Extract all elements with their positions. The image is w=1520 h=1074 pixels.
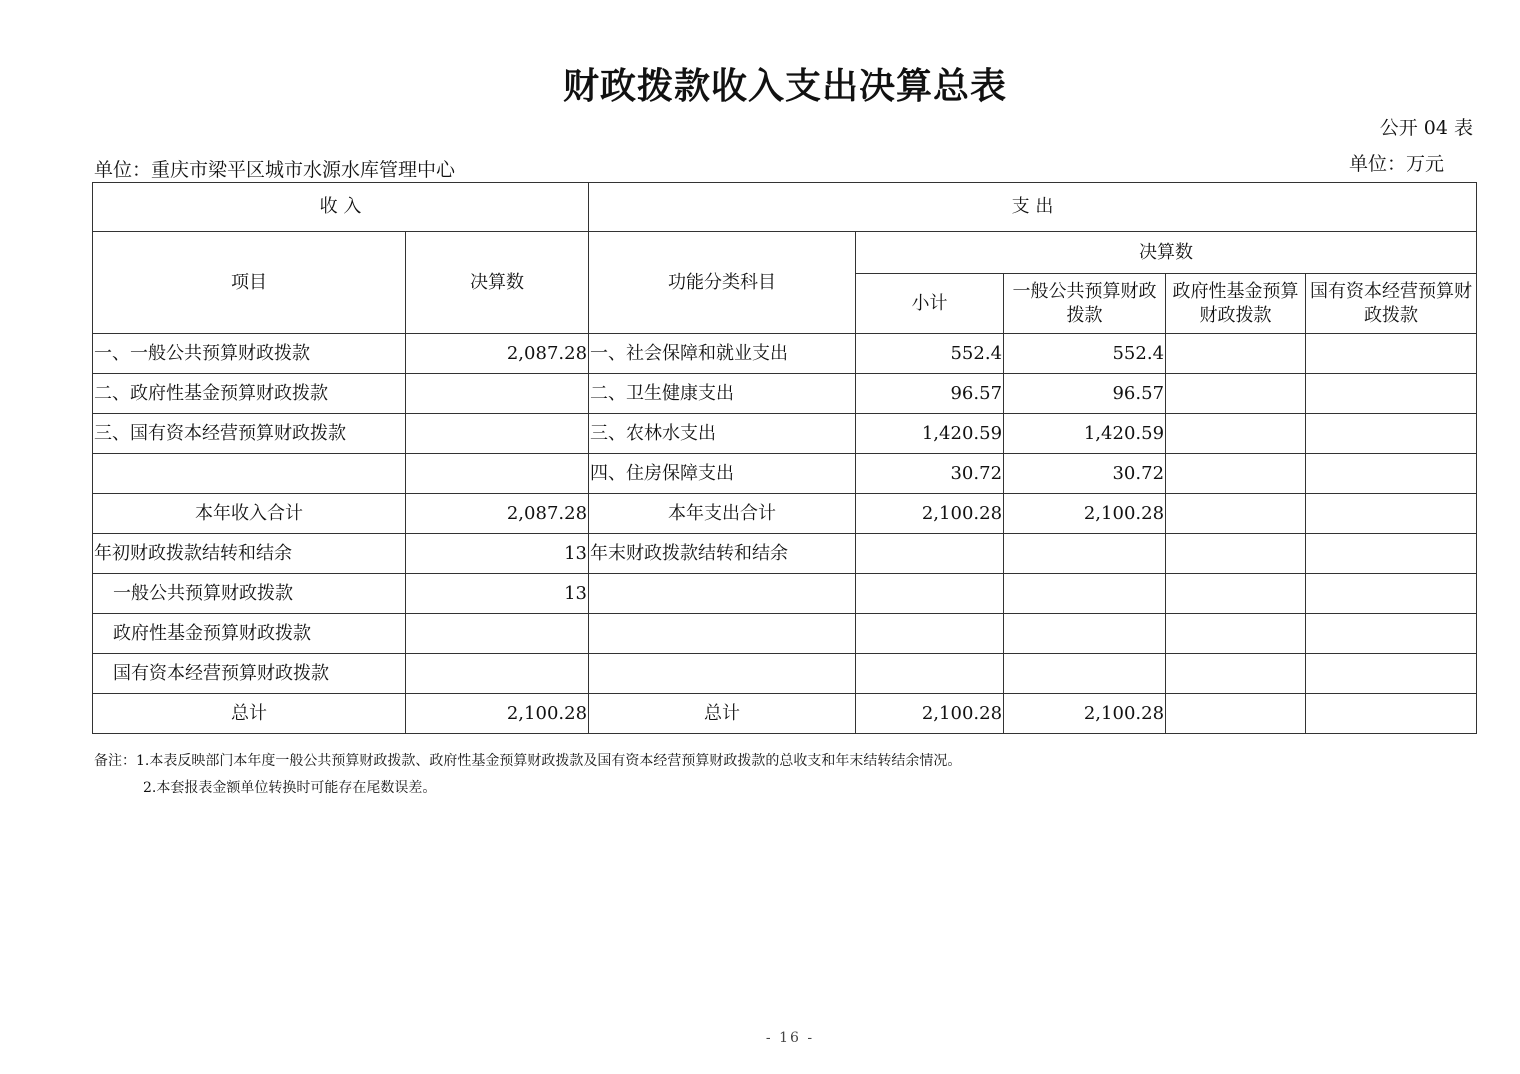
expense-general: 2,100.28 (1004, 694, 1166, 734)
income-amount (406, 414, 589, 454)
subtotal-header: 小计 (856, 274, 1004, 334)
expense-general: 552.4 (1004, 334, 1166, 374)
expense-subtotal (856, 614, 1004, 654)
expense-gov-fund (1166, 374, 1306, 414)
expense-gov-fund (1166, 414, 1306, 454)
income-item: 一、一般公共预算财政拨款 (93, 334, 406, 374)
expense-gov-fund (1166, 534, 1306, 574)
notes (94, 748, 961, 802)
final-amount-group-header: 决算数 (856, 232, 1477, 274)
table-row (93, 374, 1477, 414)
income-header: 收 入 (93, 183, 589, 232)
expense-state-capital (1306, 694, 1477, 734)
income-item: 一般公共预算财政拨款 (93, 574, 406, 614)
expense-gov-fund (1166, 614, 1306, 654)
expense-general: 96.57 (1004, 374, 1166, 414)
table-row (93, 534, 1477, 574)
expense-subtotal: 552.4 (856, 334, 1004, 374)
expense-state-capital (1306, 534, 1477, 574)
income-amount (406, 654, 589, 694)
expense-state-capital (1306, 614, 1477, 654)
expense-gov-fund (1166, 454, 1306, 494)
expense-item (589, 654, 856, 694)
expense-item: 年末财政拨款结转和结余 (589, 534, 856, 574)
expense-gov-fund (1166, 574, 1306, 614)
income-amount: 2,087.28 (406, 494, 589, 534)
expense-state-capital (1306, 374, 1477, 414)
page-number: - 16 - (765, 1030, 815, 1046)
income-item: 总计 (93, 694, 406, 734)
income-item: 三、国有资本经营预算财政拨款 (93, 414, 406, 454)
expense-general (1004, 534, 1166, 574)
income-amount: 13 (406, 534, 589, 574)
expense-state-capital (1306, 654, 1477, 694)
expense-gov-fund (1166, 334, 1306, 374)
expense-state-capital (1306, 334, 1477, 374)
table-row (93, 334, 1477, 374)
form-number: 公开 04 表 (1379, 117, 1473, 139)
expense-subtotal: 2,100.28 (856, 494, 1004, 534)
expense-item: 本年支出合计 (589, 494, 856, 534)
expense-general (1004, 654, 1166, 694)
income-amount: 13 (406, 574, 589, 614)
expense-general: 30.72 (1004, 454, 1166, 494)
income-amount (406, 374, 589, 414)
income-amount: 2,087.28 (406, 334, 589, 374)
expense-item: 三、农林水支出 (589, 414, 856, 454)
note-2: 2.本套报表金额单位转换时可能存在尾数误差。 (143, 780, 437, 796)
expense-general: 2,100.28 (1004, 494, 1166, 534)
unit-currency: 单位：万元 (1348, 153, 1444, 175)
expense-state-capital (1306, 494, 1477, 534)
unit-organization: 单位：重庆市梁平区城市水源水库管理中心 (94, 159, 456, 181)
table-row-grand-total (93, 694, 1477, 734)
income-amount (406, 454, 589, 494)
page-title: 财政拨款收入支出决算总表 (562, 65, 1007, 107)
expense-item (589, 614, 856, 654)
budget-table (92, 182, 1477, 734)
income-item: 国有资本经营预算财政拨款 (93, 654, 406, 694)
expense-state-capital (1306, 414, 1477, 454)
gov-fund-header: 政府性基金预算财政拨款 (1166, 274, 1306, 334)
income-amount: 2,100.28 (406, 694, 589, 734)
expense-gov-fund (1166, 494, 1306, 534)
income-item: 二、政府性基金预算财政拨款 (93, 374, 406, 414)
expense-general: 1,420.59 (1004, 414, 1166, 454)
expense-general (1004, 614, 1166, 654)
expense-subtotal: 96.57 (856, 374, 1004, 414)
final-amount-header: 决算数 (406, 232, 589, 334)
expense-state-capital (1306, 454, 1477, 494)
expense-general (1004, 574, 1166, 614)
general-budget-header: 一般公共预算财政拨款 (1004, 274, 1166, 334)
expense-item: 总计 (589, 694, 856, 734)
income-item (93, 454, 406, 494)
table-row (93, 614, 1477, 654)
note-1: 备注：1.本表反映部门本年度一般公共预算财政拨款、政府性基金预算财政拨款及国有资本经营预算财政拨款的总收支和年末结转结余情况。 (94, 753, 962, 769)
expense-item: 四、住房保障支出 (589, 454, 856, 494)
table-row-year-total (93, 494, 1477, 534)
income-item: 本年收入合计 (93, 494, 406, 534)
expense-state-capital (1306, 574, 1477, 614)
table-row (93, 654, 1477, 694)
expense-subtotal: 30.72 (856, 454, 1004, 494)
table-row (93, 414, 1477, 454)
table-row (93, 454, 1477, 494)
expense-subtotal: 2,100.28 (856, 694, 1004, 734)
expense-gov-fund (1166, 694, 1306, 734)
expense-item (589, 574, 856, 614)
expense-gov-fund (1166, 654, 1306, 694)
expense-subtotal (856, 534, 1004, 574)
income-item: 政府性基金预算财政拨款 (93, 614, 406, 654)
table-row (93, 574, 1477, 614)
expense-item: 二、卫生健康支出 (589, 374, 856, 414)
expense-subtotal (856, 654, 1004, 694)
income-amount (406, 614, 589, 654)
expense-header: 支 出 (589, 183, 1477, 232)
item-header: 项目 (93, 232, 406, 334)
expense-subtotal: 1,420.59 (856, 414, 1004, 454)
expense-subtotal (856, 574, 1004, 614)
expense-item: 一、社会保障和就业支出 (589, 334, 856, 374)
state-capital-header: 国有资本经营预算财政拨款 (1306, 274, 1477, 334)
function-category-header: 功能分类科目 (589, 232, 856, 334)
income-item: 年初财政拨款结转和结余 (93, 534, 406, 574)
